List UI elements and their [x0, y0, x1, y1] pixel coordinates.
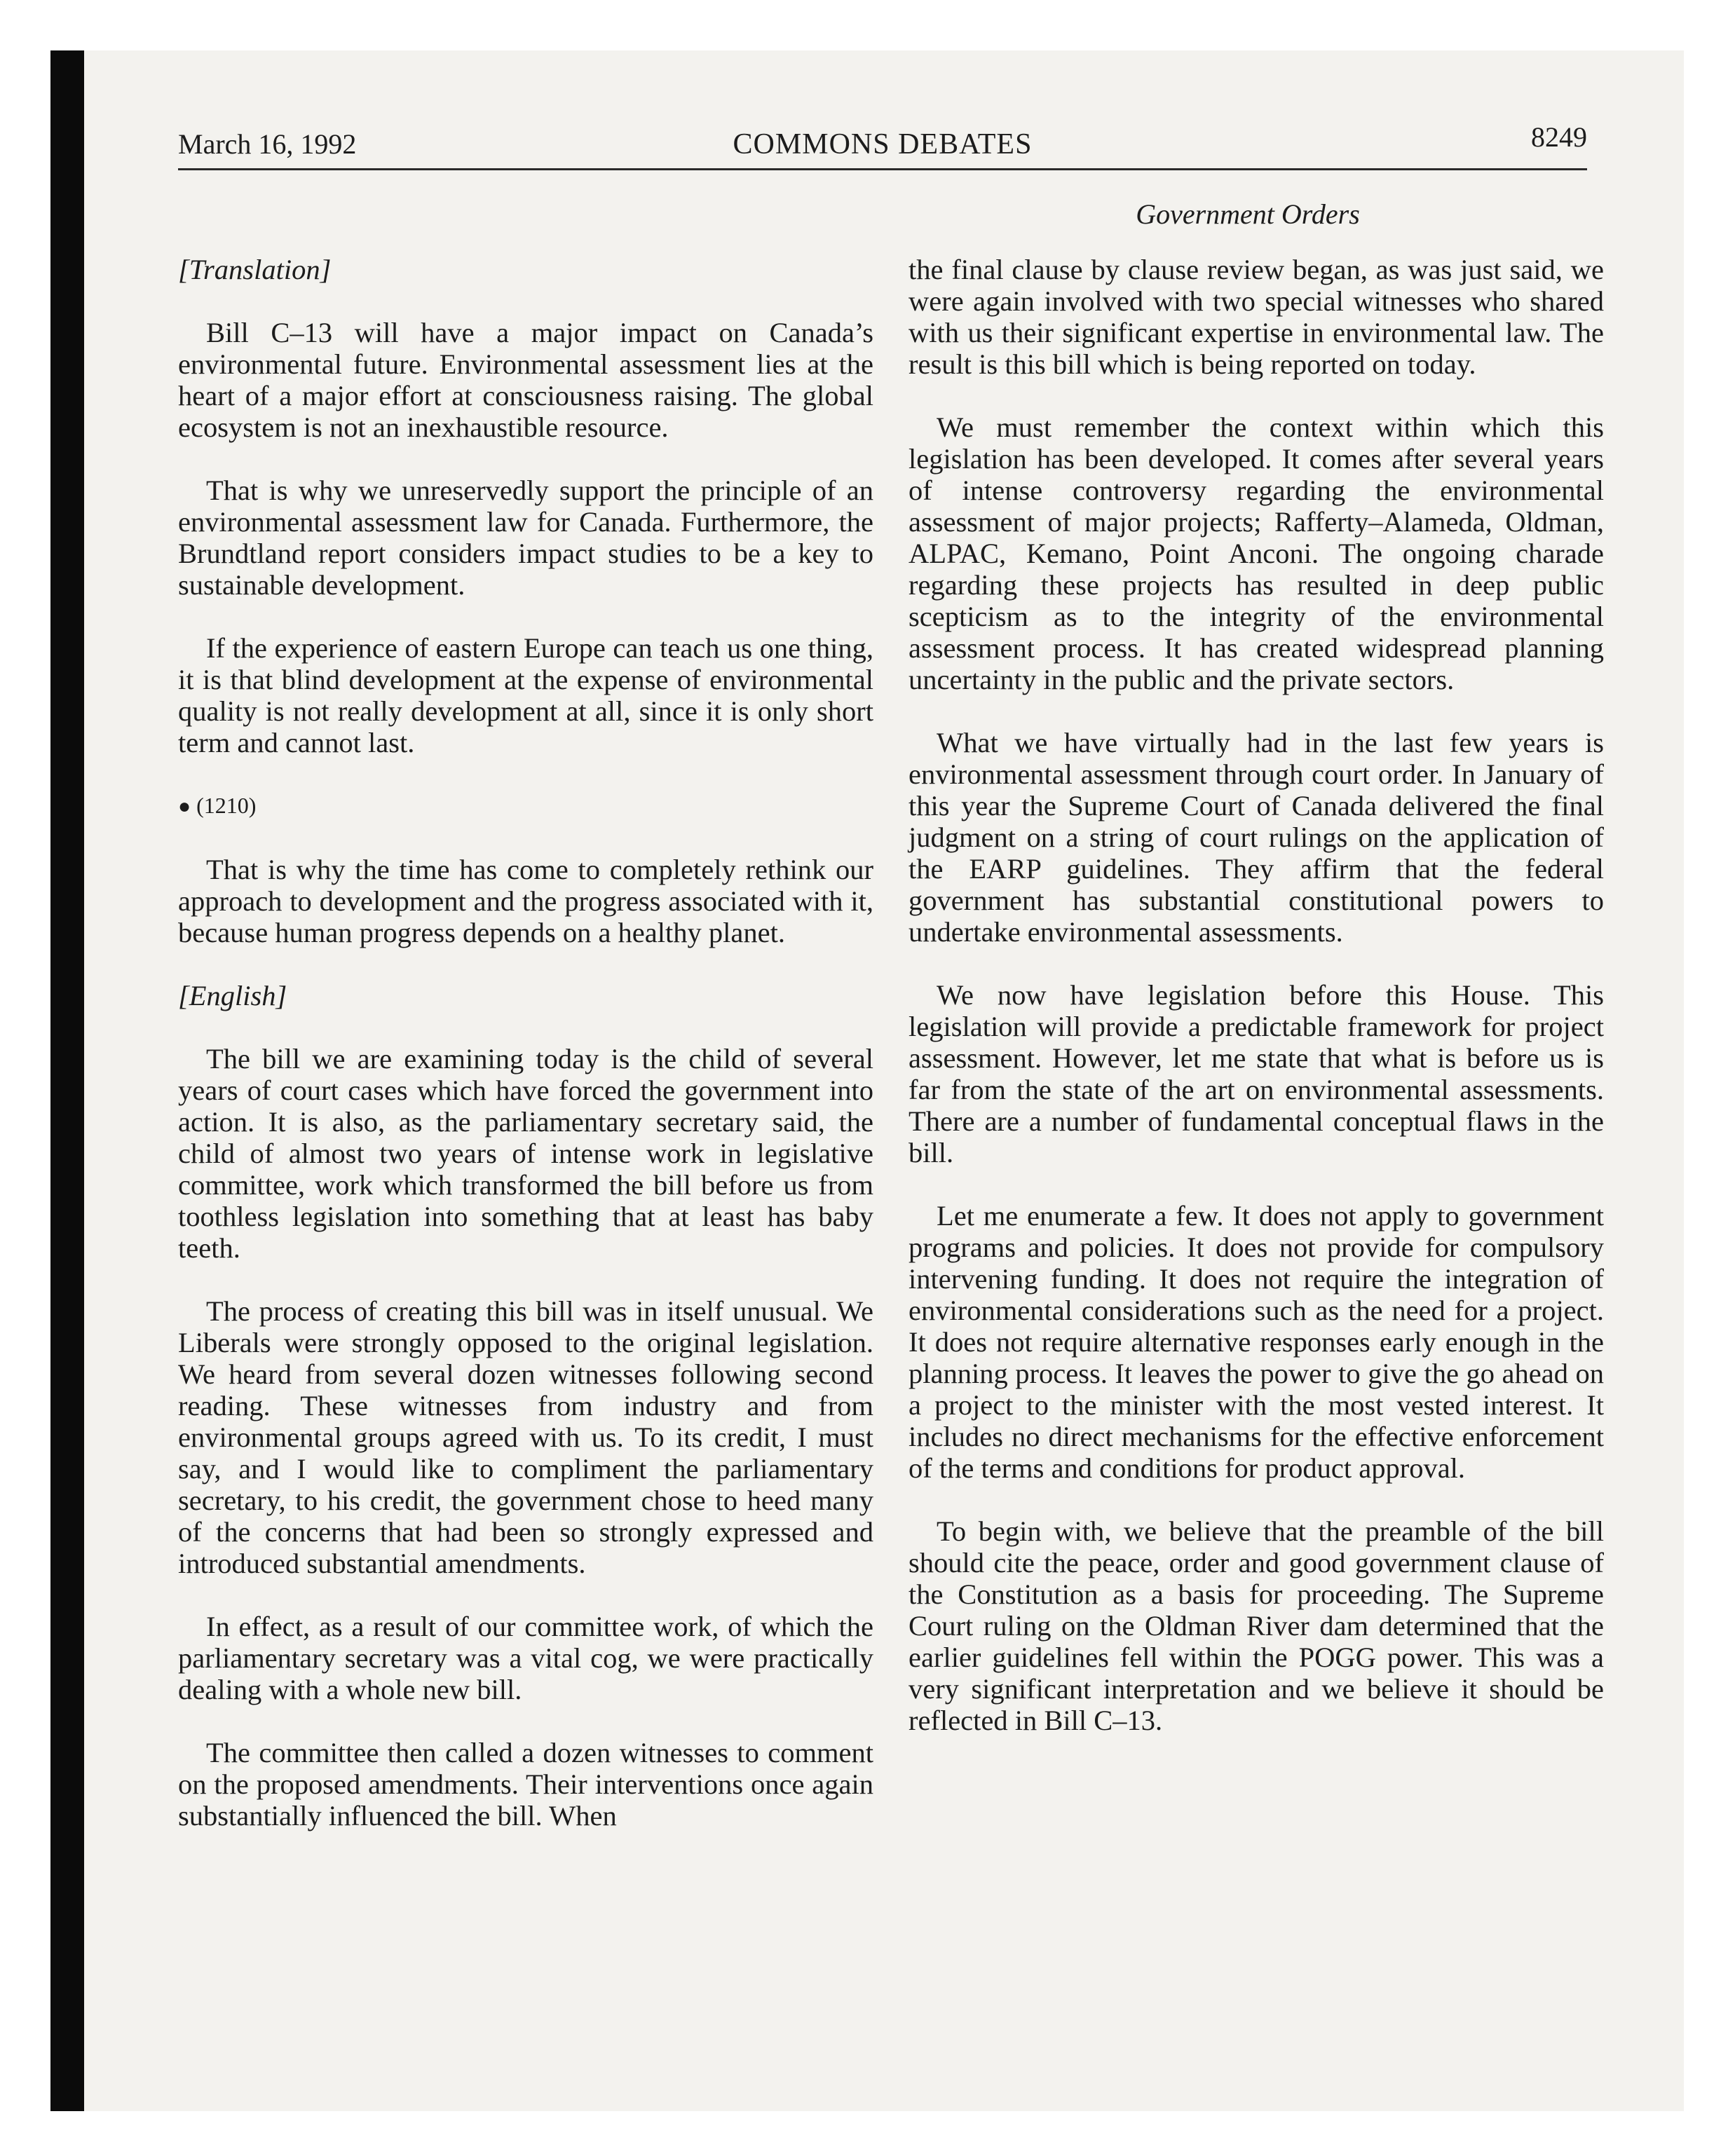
- bullet-icon: ●: [178, 795, 191, 818]
- paragraph: That is why we unreservedly support the principle of an environmental assessment law for Canada. Furthermore, the Brundtland report considers impact studies to be a key to sustainable development.: [178, 475, 873, 601]
- paragraph: If the experience of eastern Europe can teach us one thing, it is that blind development at the expense of environmental quality is not really development at all, since it is only short term and cannot last.: [178, 632, 873, 758]
- binding-edge: [50, 50, 84, 2111]
- header-journal-title: COMMONS DEBATES: [733, 128, 1033, 161]
- paragraph: The bill we are examining today is the child of several years of court cases which have forced the government into action. It is also, as the parliamentary secretary said, the child of almost two years of intense work in legislative committee, work which transformed the bill before us from toothless legislation into something that at least has baby teeth.: [178, 1043, 873, 1264]
- paragraph: We now have legislation before this House. This legislation will provide a predictable framework for project assessment. However, let me state that what is before us is far from the state of the art on environmental assessments. There are a number of fundamental conceptual flaws in the bill.: [909, 979, 1604, 1168]
- header-page-number: 8249: [1531, 121, 1587, 153]
- paragraph: The committee then called a dozen witnesses to comment on the proposed amendments. Their interventions once again substantially influenced the bill. When: [178, 1737, 873, 1831]
- paragraph: We must remember the context within which this legislation has been developed. It comes after several years of intense controversy regarding the environmental assessment of major projects; Rafferty–Alameda, Oldman, ALPAC, Kemano, Point Anconi. The ongoing charade regarding these projects has resulted in deep public scepticism as to the integrity of the environmental assessment process. It has created widespread planning uncertainty in the public and the private sectors.: [909, 411, 1604, 695]
- paragraph: The process of creating this bill was in itself unusual. We Liberals were strongly opposed to the original legislation. We heard from several dozen witnesses following second reading. These witnesses from industry and from environmental groups agreed with us. To its credit, I must say, and I would like to compliment the parliamentary secretary, to his credit, the government chose to heed many of the concerns that had been so strongly expressed and introduced substantial amendments.: [178, 1295, 873, 1579]
- paragraph: To begin with, we believe that the preamble of the bill should cite the peace, order and good government clause of the Constitution as a basis for proceeding. The Supreme Court ruling on the Oldman River dam determined that the earlier guidelines fell within the POGG power. This was a very significant interpretation and we believe it should be reflected in Bill C–13.: [909, 1515, 1604, 1736]
- paragraph: That is why the time has come to completely rethink our approach to development and the progress associated with it, because human progress depends on a healthy planet.: [178, 854, 873, 948]
- language-marker: [Translation]: [178, 254, 332, 285]
- paragraph: Bill C–13 will have a major impact on Canada’s environmental future. Environmental assessment lies at the heart of a major effort at consciousness raising. The global ecosystem is not an inexhaustible resource.: [178, 317, 873, 443]
- right-column: [909, 254, 1604, 1768]
- running-head: [178, 118, 1587, 170]
- section-heading: Government Orders: [1136, 198, 1360, 230]
- paragraph: Let me enumerate a few. It does not apply to government programs and policies. It does not provide for compulsory intervening funding. It does not require the integration of environmental considerations such as the need for a project. It does not require alternative responses early enough in the planning process. It leaves the power to give the go ahead on a project to the minister with the most vested interest. It includes no direct mechanisms for the effective enforcement of the terms and conditions for product approval.: [909, 1200, 1604, 1484]
- timestamp-text: (1210): [196, 793, 257, 818]
- language-marker: [English]: [178, 980, 287, 1011]
- header-date: March 16, 1992: [178, 128, 357, 160]
- paragraph-continued: the final clause by clause review began, as was just said, we were again involved with two special witnesses who shared with us their significant expertise in environmental law. The result is this bill which is being reported on today.: [909, 254, 1604, 380]
- paragraph: In effect, as a result of our committee work, of which the parliamentary secretary was a vital cog, we were practically dealing with a whole new bill.: [178, 1611, 873, 1705]
- timestamp: [178, 790, 873, 822]
- paragraph: What we have virtually had in the last few years is environmental assessment through court order. In January of this year the Supreme Court of Canada delivered the final judgment on a string of court rulings on the application of the EARP guidelines. They affirm that the federal government has substantial constitutional powers to undertake environmental assessments.: [909, 727, 1604, 948]
- left-column: [178, 254, 873, 1863]
